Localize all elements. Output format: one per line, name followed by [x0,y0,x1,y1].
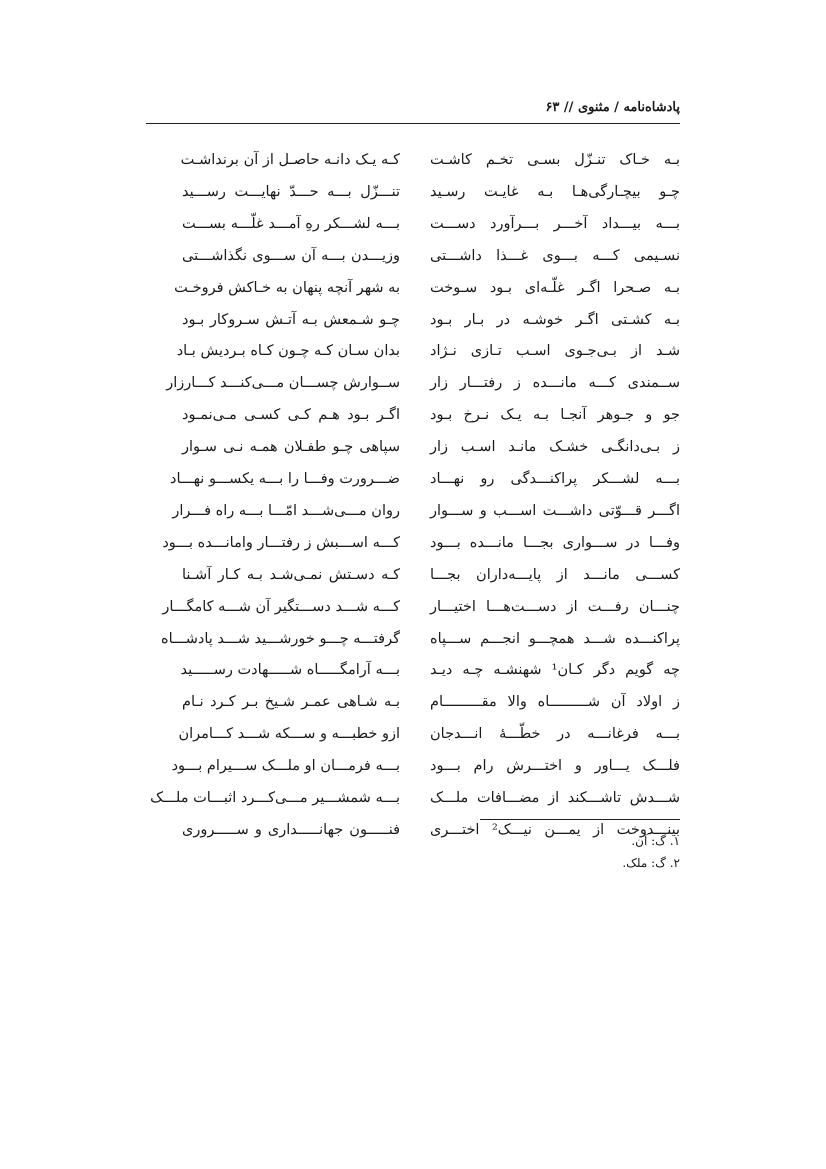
footnote: ۱. گ: آن. [631,834,680,848]
hemistich-right: بـــه لشـــکر پراکنـــدگی رو نهـــاد [430,471,680,487]
hemistich-left: بـه شـاهی عمـر شـیخ بـر کـرد نـام [182,694,400,711]
footnote: ۲. گ: ملک. [622,856,680,870]
hemistich-left: تنـــزّل بـــه حـــدّ نهایـــت رســـید [182,183,400,200]
hemistich-right: کســـی مانـــد از پایـــه‌داران بجـــا [430,566,680,583]
verse-row [0,597,826,631]
verse-row [0,405,826,439]
hemistich-right: بـــه بیـــداد آخـــر بـــرآورد دســـت [430,215,680,232]
hemistich-right: وفـــا در ســـواری بجـــا مانـــده بـــود [430,534,680,551]
hemistich-right: بینـــدوخت از یمـــن نیـــک² اختـــری [430,821,680,838]
verse-row [0,246,826,280]
verse-row [0,278,826,312]
verse-row [0,373,826,407]
verse-row [0,182,826,216]
header-title: پادشاه‌نامه / مثنوی // ۶۳ [545,100,680,115]
hemistich-right: نسـیمی کـــه بـــوی غـــذا داشـــتی [430,247,680,264]
hemistich-left: بـــه فرمـــان او ملـــک ســـیرام بـــود [171,758,400,775]
hemistich-right: ز بـی‌دانگـی خشـک مانـد اسـب زار [430,439,680,456]
hemistich-left: چـو شـمعش بـه آتـش سـروکار بـود [182,311,400,328]
hemistich-right: بـه خـاک تنـزّل بسـی تخـم کاشـت [430,152,680,168]
hemistich-left: بـــه شمشـــیر مـــی‌کـــرد اثبـــات ملـــک [150,790,400,806]
verse-row [0,533,826,567]
hemistich-left: کـــه شـــد دســـتگیر آن شـــه کامگـــار [162,598,400,615]
hemistich-right: فلـــک یـــاور و اختـــرش رام بـــود [430,758,680,775]
footnotes [622,830,680,874]
running-header [146,98,680,124]
hemistich-left: ضـــرورت وفـــا را بـــه یکســـو نهـــاد [170,471,400,487]
verse-row [0,214,826,248]
verse-row [0,565,826,599]
verse-row [0,469,826,503]
footnote-rule [480,819,680,820]
hemistich-right: بـــه فرغانـــه در خطّـــهٔ انـــدجان [430,726,680,743]
hemistich-left: کـــه اســـبش ز رفتـــار وامانـــده بـــود [162,534,400,551]
hemistich-right: شـد از بـی‌جـوی اسـب تـازی نـژاد [430,343,680,360]
verse-row [0,437,826,471]
hemistich-left: به شهر آنچه پنهان به خـاکش فروخـت [174,279,400,296]
hemistich-right: چنـــان رفـــت از دســـت‌هـــا اختیـــار [430,598,680,615]
verse-row [0,724,826,758]
hemistich-left: گرفتـــه چـــو خورشـــید شـــد پادشـــاه [160,630,400,647]
hemistich-right: بـه صـحرا اگـر غلّـه‌ای بـود سـوخت [430,279,680,296]
hemistich-right: بـه کشـتی اگـر خوشـه در بـار بـود [430,311,680,328]
hemistich-right: اگـــر قـــوّتی داشـــت اســـب و ســـوار [430,502,680,519]
verse-row [0,660,826,694]
verse-row [0,629,826,663]
hemistich-left: فنـــــون جهانـــــداری و ســـــروری [182,821,400,838]
hemistich-left: بـــه آرامگـــــاه شـــــهادت رســـــید [180,662,400,679]
hemistich-left: بـــه لشـــکر رهِ آمـــد غلّـــه بســـت [182,215,400,232]
hemistich-left: کـه دسـتش نمـی‌شـد بـه کـار آشـنا [182,566,400,583]
verse-row [0,150,826,184]
verse-row [0,820,826,854]
verse-row [0,692,826,726]
hemistich-left: روان مـــی‌شـــد امّـــا بـــه راه فـــرار [172,502,400,519]
verse-row [0,788,826,822]
header-rule [146,123,680,124]
verse-row [0,756,826,790]
hemistich-left: ازو خطبـــه و ســـکه شـــد کـــامران [178,726,400,743]
hemistich-left: ســوارش چســـان مـــی‌کنـــد کـــارزار [166,375,400,392]
hemistich-right: چـو بیچـارگی‌هـا بـه غایـت رسـید [430,183,680,200]
hemistich-right: جو و جـوهر آنجـا بـه یـک نـرخ بـود [430,407,680,424]
hemistich-left: بدان سـان کـه چـون کـاه بـردیش بـاد [176,343,400,360]
verse-row [0,341,826,375]
hemistich-right: ســمندی کـــه مانـــده ز رفتـــار زار [430,375,680,392]
hemistich-left: کـه یـک دانـه حاصـل از آن برنداشـت [180,152,400,168]
hemistich-right: چه گویم دگر کـان¹ شهنشـه چـه دیـد [430,662,680,679]
hemistich-right: ز اولاد آن شـــــــــاه والا مقـــــــــام [430,694,680,711]
hemistich-left: وزیـــدن بـــه آن ســـوی نگذاشـــتی [182,247,400,264]
hemistich-left: سپاهی چـو طفـلان همـه نـی سـوار [182,439,400,456]
hemistich-left: اگـر بـود هـم کـی کسـی مـی‌نمـود [182,407,400,424]
hemistich-right: پراکنـــده شـــد همچـــو انجـــم ســـپاه [430,630,680,647]
verse-row [0,310,826,344]
verse-row [0,501,826,535]
hemistich-right: شـــدش تاشـــکند از مضـــافات ملـــک [430,790,680,806]
